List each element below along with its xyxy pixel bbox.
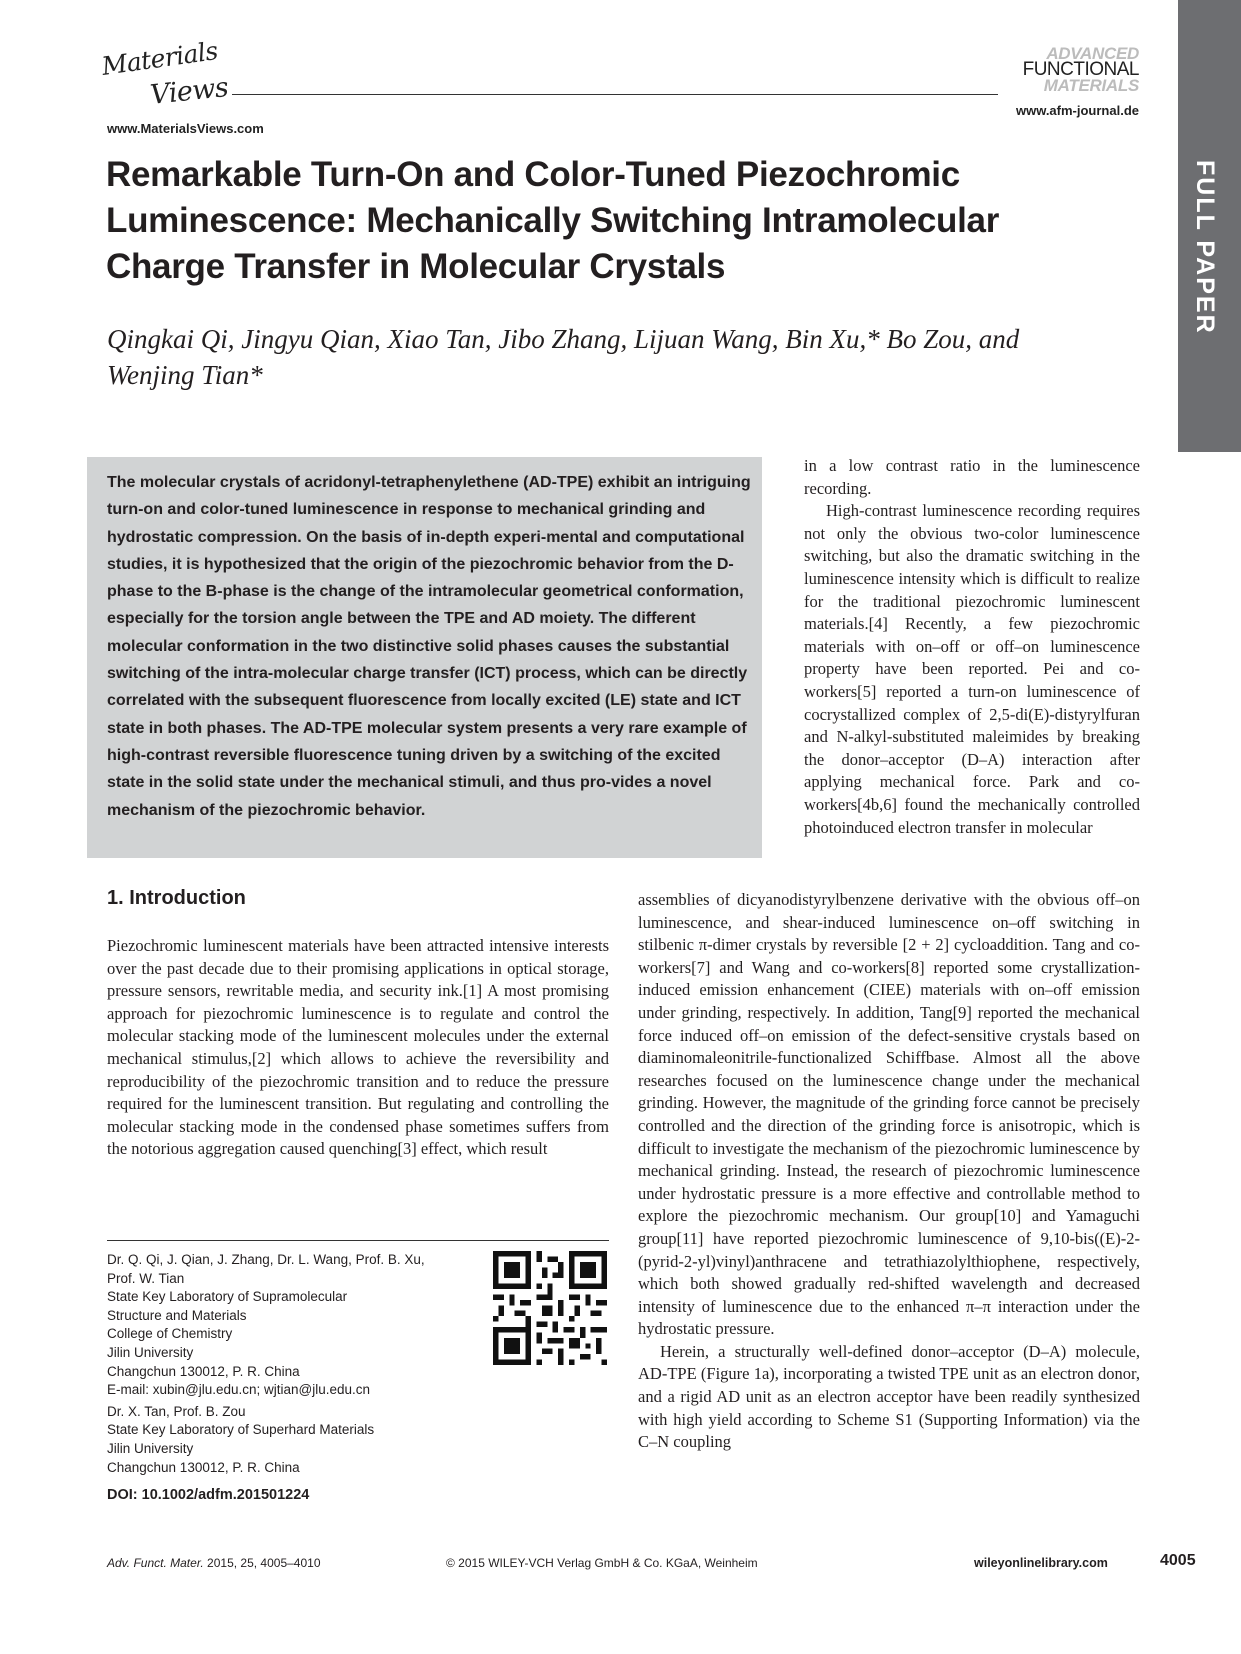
affiliation-rule [107,1240,609,1241]
journal-logo-line2: FUNCTIONAL [1022,59,1139,80]
footer-site-link[interactable]: wileyonlinelibrary.com [974,1556,1108,1570]
right-column-upper [804,455,1140,839]
logo-text-line2: Views [148,72,230,111]
header-rule [232,94,998,95]
affiliation-email[interactable]: E-mail: xubin@jlu.edu.cn; wjtian@jlu.edu.cn [107,1382,371,1398]
affiliation-line: Jilin University [107,1344,194,1360]
affiliation-line: College of Chemistry [107,1326,233,1342]
affiliation-line: Dr. Q. Qi, J. Qian, J. Zhang, Dr. L. Wang, Prof. B. Xu, [107,1252,425,1267]
journal-logo-line3: MATERIALS [1043,76,1139,95]
affiliation-line: State Key Laboratory of Supramolecular [107,1289,348,1305]
footer-copyright: © 2015 WILEY-VCH Verlag GmbH & Co. KGaA, Weinheim [446,1556,758,1570]
doi[interactable]: DOI: 10.1002/adfm.201501224 [107,1487,310,1503]
affiliation-line: Prof. W. Tian [107,1270,185,1286]
affiliation-block [107,1251,487,1400]
footer-volume-pages: 2015, 25, 4005–4010 [207,1556,321,1570]
footer-citation [107,1556,321,1570]
materials-views-logo [99,36,234,116]
intro-paragraph: Piezochromic luminescent materials have been attracted intensive interests over the past decade due to their promising applications in optical storage, pressure sensors, rewritable media, and security ink.[1] A most promising approach for piezochromic luminescence is to regulate and control the molecular stacking mode of the luminescent molecules under the external mechanical stimulus,[2] which allows to achieve the reversibility and reproducibility of the piezochromic transition and to reduce the pressure required for the luminescent transition. But regulating and controlling the molecular stacking mode in the condensed phase sometimes suffers from the notorious aggregation caused quenching[3] effect, which result [107,936,609,1159]
journal-logo [1023,46,1139,94]
affiliation-line: State Key Laboratory of Superhard Materials [107,1422,375,1438]
qr-code-icon[interactable] [493,1251,607,1365]
materials-views-url[interactable]: www.MaterialsViews.com [107,121,264,136]
paragraph: High-contrast luminescence recording requires not only the obvious two-color luminescence switching, but also the dramatic switching in the luminescence intensity which is difficult to realize for the traditional piezochromic luminescent materials.[4] Recently, a few piezochromic materials with on–off or off–on luminescence property have been reported. Pei and co-workers[5] reported a turn-on luminescence of cocrystallized complex of 2,5-di(E)-distyrylfuran and N-alkyl-substituted maleimides by breaking the donor–acceptor (D–A) interaction after applying mechanical force. Park and co-workers[4b,6] found the mechanically controlled photoinduced electron transfer in molecular [804,501,1140,837]
logo-text-line1: Materials [99,36,220,81]
section-heading-introduction: 1. Introduction [107,887,246,909]
affiliation-line: Changchun 130012, P. R. China [107,1459,300,1475]
journal-logo-line1: ADVANCED [1046,44,1139,63]
paragraph: Herein, a structurally well-defined donor–acceptor (D–A) molecule, AD-TPE (Figure 1a), incorporating a twisted TPE unit as an electron donor, and a rigid AD unit as an electron acceptor have been readily synthesized with high yield according to Scheme S1 (Supporting Information) via the C–N coupling [638,1341,1140,1452]
paragraph: assemblies of dicyanodistyrylbenzene derivative with the obvious off–on luminescence, and shear-induced luminescence on–off switching in stilbenic π-dimer crystals by reversible [2 + 2] cycloaddition. Tang and co-workers[7] and Wang and co-workers[8] reported some crystallization-induced emission enhancement (CIEE) materials with on–off emission under grinding, respectively. In addition, Tang[9] reported the mechanical force induced off–on emission of the defect-sensitive crystals based on diaminomaleonitrile-functionalized Schiffbase. Almost all the above researches focused on the luminescence change under the mechanical grinding. However, the magnitude of the grinding force cannot be precisely controlled and the direction of the grinding force is anisotropic, which is difficult to investigate the mechanism of the piezochromic luminescence by mechanical grinding. Instead, the research of piezochromic luminescence under hydrostatic pressure is a more effective and controllable method to explore the piezochromic mechanism. Our group[10] and Yamaguchi group[11] have reported piezochromic luminescence of 9,10-bis((E)-2-(pyrid-2-yl)vinyl)anthracene and tetrathiazolylthiophene, respectively, which both showed gradually red-shifted wavelength and decreased intensity of luminescence due to the enhanced π–π interaction under the hydrostatic pressure. [638,890,1140,1339]
page-number: 4005 [1160,1552,1196,1569]
abstract-text: The molecular crystals of acridonyl-tetraphenylethene (AD-TPE) exhibit an intriguing turn-on and color-tuned luminescence in response to mechanical grinding and hydrostatic compression. On the basis of in-depth experi-mental and computational studies, it is hypothesized that the origin of the piezochromic behavior from the D-phase to the B-phase is the change of the intramolecular geometrical conformation, especially for the torsion angle between the TPE and AD moiety. The different molecular conformation in the two distinctive solid phases causes the substantial switching of the intra-molecular charge transfer (ICT) process, which can be directly correlated with the subsequent fluorescence from locally excited (LE) state and ICT state in both phases. The AD-TPE molecular system presents a very rare example of high-contrast reversible fluorescence tuning driven by a switching of the excited state in the solid state under the mechanical stimuli, and thus pro-vides a novel mechanism of the piezochromic behavior. [107,474,751,819]
affiliation-block [107,1403,487,1477]
journal-url[interactable]: www.afm-journal.de [1015,103,1139,118]
affiliation-line: Changchun 130012, P. R. China [107,1363,300,1379]
article-type-label: FULL PAPER [1191,160,1219,335]
author-list: Qingkai Qi, Jingyu Qian, Xiao Tan, Jibo Zhang, Lijuan Wang, Bin Xu,* Bo Zou, and Wenjing Tian* [107,324,1020,390]
footer-journal-name: Adv. Funct. Mater. [107,1556,204,1570]
affiliation-line: Jilin University [107,1440,194,1456]
affiliation-line: Structure and Materials [107,1307,247,1323]
paragraph: in a low contrast ratio in the luminescence recording. [804,456,1140,498]
article-title: Remarkable Turn-On and Color-Tuned Piezochromic Luminescence: Mechanically Switching Intramolecular Charge Transfer in Molecular Crystals [106,155,1000,286]
right-column-lower [638,889,1140,1454]
affiliations [107,1251,487,1477]
affiliation-line: Dr. X. Tan, Prof. B. Zou [107,1403,246,1419]
